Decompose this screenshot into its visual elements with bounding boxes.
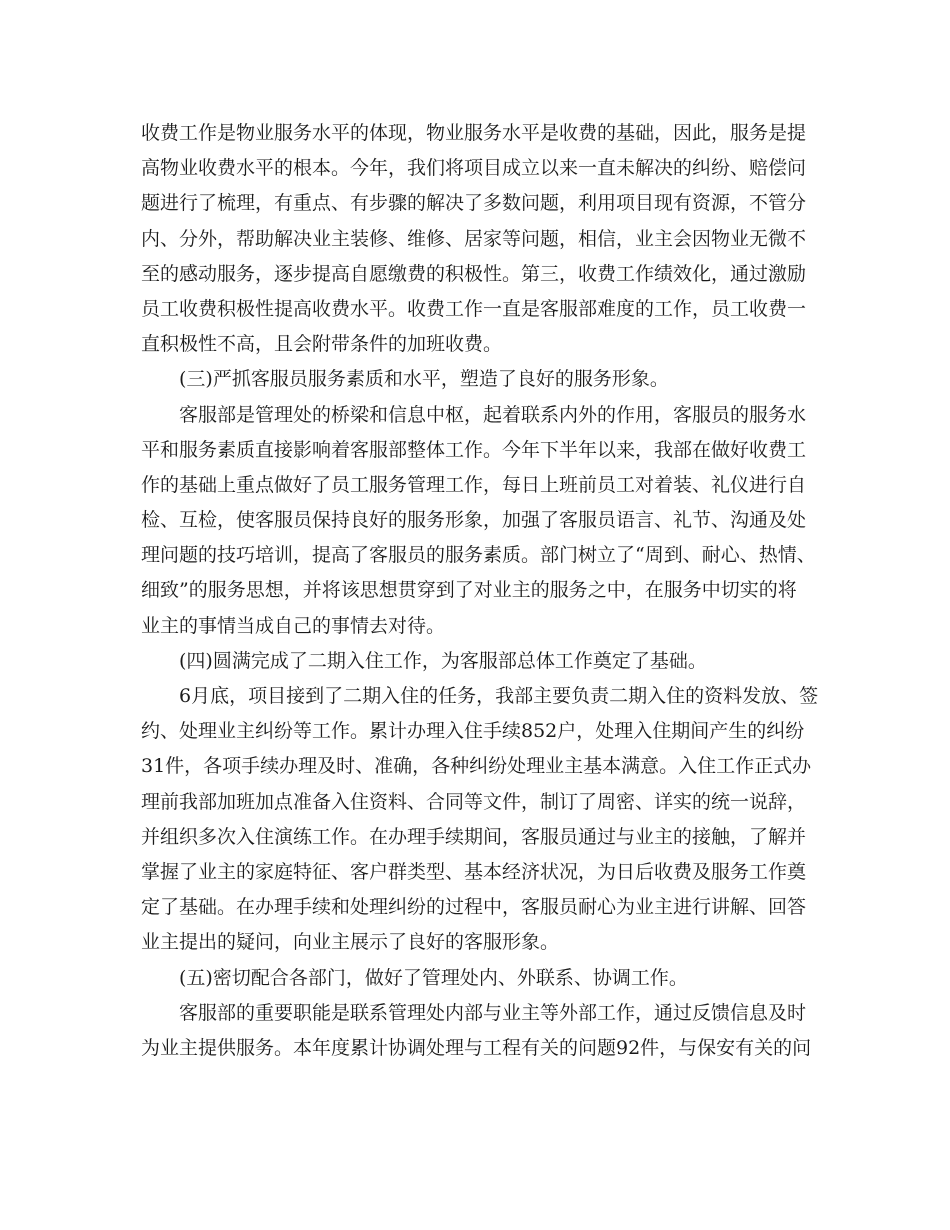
text-line: 内、分外，帮助解决业主装修、维修、居家等问题，相信，业主会因物业无微不	[141, 227, 807, 250]
text-line: 细致”的服务思想，并将该思想贯穿到了对业主的服务之中，在服务中切实的将	[141, 579, 797, 602]
text-line: 客服部的重要职能是联系管理处内部与业主等外部工作，通过反馈信息及时	[179, 1001, 807, 1024]
text-line: 业主提出的疑问，向业主展示了良好的客服形象。	[141, 931, 560, 954]
text-line: 收费工作是物业服务水平的体现，物业服务水平是收费的基础，因此，服务是提	[141, 122, 807, 144]
text-line: 员工收费积极性提高收费水平。收费工作一直是客服部难度的工作，员工收费一	[141, 297, 807, 320]
text-line: 理问题的技巧培训，提高了客服员的服务素质。部门树立了“周到、耐心、热情、	[141, 544, 816, 567]
text-line: 作的基础上重点做好了员工服务管理工作，每日上班前员工对着装、礼仪进行自	[141, 473, 807, 496]
paragraph-service-quality	[141, 398, 816, 644]
text-line: 业主的事情当成自己的事情去对待。	[141, 614, 446, 637]
text-line: 掌握了业主的家庭特征、客户群类型、基本经济状况，为日后收费及服务工作奠	[141, 860, 807, 883]
heading-line: (五)密切配合各部门，做好了管理处内、外联系、协调工作。	[179, 966, 688, 989]
paragraph-coordination	[141, 996, 812, 1066]
text-line: 并组织多次入住演练工作。在办理手续期间，客服员通过与业主的接触，了解并	[141, 825, 807, 848]
paragraph-move-in	[141, 679, 819, 961]
text-line: 题进行了梳理，有重点、有步骤的解决了多数问题，利用项目现有资源，不管分	[141, 192, 807, 215]
section-heading-3	[141, 362, 809, 397]
heading-line: (三)严抓客服员服务素质和水平，塑造了良好的服务形象。	[179, 368, 669, 391]
text-line: 直积极性不高，且会附带条件的加班收费。	[141, 333, 503, 356]
text-line: 检、互检，使客服员保持良好的服务形象，加强了客服员语言、礼节、沟通及处	[141, 509, 807, 532]
text-line: 平和服务素质直接影响着客服部整体工作。今年下半年以来，我部在做好收费工	[141, 438, 807, 461]
text-line: 约、处理业主纠纷等工作。累计办理入住手续852户，处理入住期间产生的纠纷	[141, 720, 805, 743]
section-heading-4	[141, 644, 809, 679]
text-line: 至的感动服务，逐步提高自愿缴费的积极性。第三，收费工作绩效化，通过激励	[141, 262, 807, 285]
text-line: 为业主提供服务。本年度累计协调处理与工程有关的问题92件，与保安有关的问	[141, 1036, 812, 1059]
heading-line: (四)圆满完成了二期入住工作，为客服部总体工作奠定了基础。	[179, 649, 707, 672]
section-heading-5	[141, 961, 809, 996]
text-line: 理前我部加班加点准备入住资料、合同等文件，制订了周密、详实的统一说辞，	[141, 790, 807, 813]
text-line: 31件，各项手续办理及时、准确，各种纠纷处理业主基本满意。入住工作正式办	[141, 755, 812, 778]
text-line: 定了基础。在办理手续和处理纠纷的过程中，客服员耐心为业主进行讲解、回答	[141, 896, 807, 919]
text-line: 6月底，项目接到了二期入住的任务，我部主要负责二期入住的资料发放、签	[179, 685, 819, 707]
text-line: 高物业收费水平的根本。今年，我们将项目成立以来一直未解决的纠纷、赔偿问	[141, 157, 807, 180]
text-line: 客服部是管理处的桥梁和信息中枢，起着联系内外的作用，客服员的服务水	[179, 403, 807, 426]
paragraph-fee-work	[141, 116, 809, 362]
